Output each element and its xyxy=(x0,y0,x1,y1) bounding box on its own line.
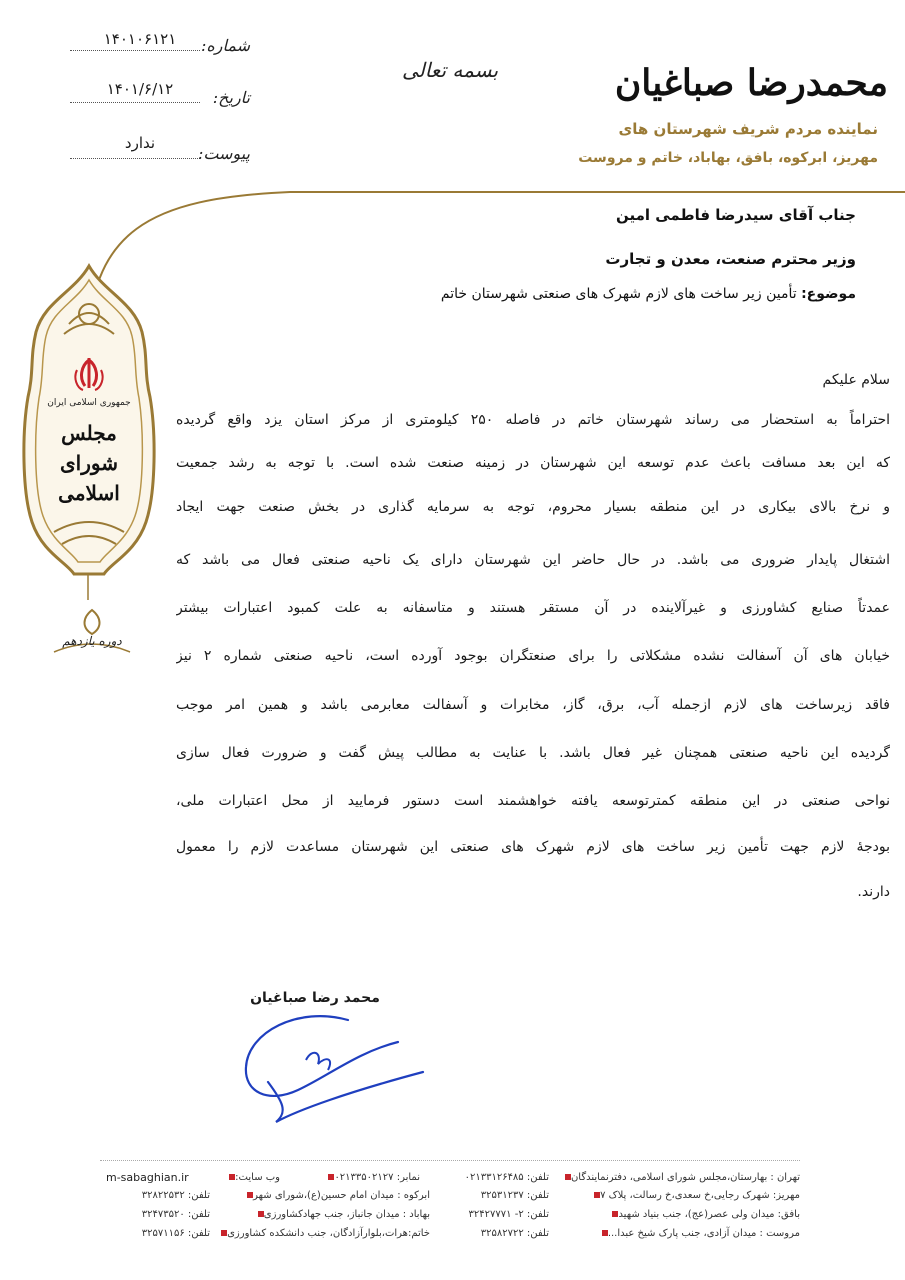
body-line: که این بعد مسافت باعث عدم توسعه این شهرستان در زمینه صنعت شده است. با توجه به رشد جمعیت xyxy=(176,455,890,471)
footer-marvast-phone xyxy=(440,1228,549,1239)
basmala: بسمه تعالی xyxy=(401,58,499,82)
footer-khatam-address xyxy=(220,1228,430,1239)
khatam-address-text: خاتم:هرات،بلوارآزادگان، جنب دانشکده کشاورزی xyxy=(227,1228,430,1239)
footer-divider xyxy=(100,1160,800,1161)
attachment-value: ندارد xyxy=(124,134,156,152)
body-line: نواحی صنعتی در این منطقه کمترتوسعه یافته خواهشمند است دستور فرمایید از محل اعتبارات ملی، xyxy=(176,793,890,809)
greeting: سلام علیکم xyxy=(822,372,890,388)
footer-marvast-address xyxy=(560,1228,800,1239)
abarkuh-phone-text: تلفن: ۳۲۸۲۲۵۳۲ xyxy=(141,1190,210,1201)
footer-mehriz-phone xyxy=(440,1190,549,1201)
tehran-address-text: تهران : بهارستان،مجلس شورای اسلامی، دفترنمایندگان xyxy=(570,1172,800,1183)
letter-date: ۱۴۰۱/۶/۱۲ xyxy=(106,80,174,98)
handwritten-signature xyxy=(228,1012,428,1132)
subject-text: تأمین زیر ساخت های لازم شهرک های صنعتی شهرستان خاتم xyxy=(440,286,797,302)
footer-khatam-phone xyxy=(100,1228,210,1239)
parliament-emblem xyxy=(14,262,164,582)
body-line: عمدتاً صنایع کشاورزی و غیرآلاینده در آن مستقر هستند و متاسفانه به علت کمبود اعتبارات بیشتر xyxy=(176,600,890,616)
marvast-address-text: مروست : میدان آزادی، جنب پارک شیخ عبدا... xyxy=(607,1228,800,1239)
fax-text: نمابر: ۰۲۱۳۳۵۰۲۱۲۷ xyxy=(334,1172,420,1183)
bahabad-address-text: بهاباد : میدان جانباز، جنب جهادکشاورزی xyxy=(263,1209,430,1220)
footer-tehran-address xyxy=(560,1172,800,1183)
letterhead-subtitle-1: نماینده مردم شریف شهرستان های xyxy=(618,120,878,138)
footer-bahabad-phone xyxy=(100,1209,210,1220)
subject xyxy=(300,286,856,302)
body-line: بودجهٔ لازم جهت تأمین زیر ساخت های لازم شهرک های صنعتی این شهرستان مساعدت لازم را معمول xyxy=(176,839,890,855)
body-line: گردیده این ناحیه صنعتی همچنان غیر فعال باشد. با عنایت به مطالب پیش گفت و ضرورت فعال سازی xyxy=(176,745,890,761)
marvast-phone-text: تلفن: ۳۲۵۸۲۷۲۲ xyxy=(480,1228,549,1239)
footer-website[interactable]: m-sabaghian.ir xyxy=(106,1171,189,1184)
body-line: و نرخ بالای بیکاری در این منطقه بسیار محروم، توجه به سرمایه گذاری در بخش صنعت جهت ایجاد xyxy=(176,499,890,515)
bafgh-address-text: بافق: میدان ولی عصر(عج)، جنب بنیاد شهید xyxy=(618,1209,800,1220)
term-ornament xyxy=(44,606,140,666)
footer-fax xyxy=(290,1172,420,1183)
footer-website-label xyxy=(190,1172,280,1183)
website-label: وب سایت: xyxy=(235,1172,280,1183)
body-line: دارند. xyxy=(857,884,890,900)
date-label: تاریخ: xyxy=(212,88,250,107)
footer-bahabad-address xyxy=(220,1209,430,1220)
tehran-phone-text: تلفن: ۰۲۱۳۳۱۲۶۴۸۵ xyxy=(464,1172,549,1183)
footer-abarkuh-phone xyxy=(100,1190,210,1201)
recipient-title: وزیر محترم صنعت، معدن و تجارت xyxy=(605,250,856,268)
body-line: اشتغال پایدار ضروری می باشد. در حال حاضر این شهرستان دارای یک ناحیه صنعتی فعال می باشد که xyxy=(176,552,890,568)
mehriz-phone-text: تلفن: ۳۲۵۳۱۲۳۷ xyxy=(480,1190,549,1201)
footer-mehriz-address xyxy=(560,1190,800,1201)
footer-bafgh-address xyxy=(560,1209,800,1220)
abarkuh-address-text: ابرکوه : میدان امام حسین(ع)،شورای شهر xyxy=(253,1190,430,1201)
body-line: خیابان های آن آسفالت نشده مشکلاتی را برای صنعتگران بوجود آورده است، ناحیه صنعتی شماره ۲ نیز xyxy=(176,648,890,664)
number-label: شماره: xyxy=(200,36,250,55)
body-line: فاقد زیرساخت های لازم ازجمله آب، برق، گاز، مخابرات و آسفالت معابرمی باشد و همین امر موجب xyxy=(176,697,890,713)
letter-number: ۱۴۰۱۰۶۱۲۱ xyxy=(103,30,177,48)
term-text: دوره یازدهم xyxy=(62,634,122,648)
letterhead-subtitle-2: مهریز، ابرکوه، بافق، بهاباد، خاتم و مروست xyxy=(578,150,878,166)
letterhead-name: محمدرضا صباغیان xyxy=(614,62,888,104)
khatam-phone-text: تلفن: ۳۲۵۷۱۱۵۶ xyxy=(141,1228,210,1239)
body-line: احتراماً به استحضار می رساند شهرستان خاتم در فاصله ۲۵۰ کیلومتری از مرکز استان یزد واقع گردیده xyxy=(176,412,890,428)
footer-abarkuh-address xyxy=(220,1190,430,1201)
recipient-name: جناب آقای سیدرضا فاطمی امین xyxy=(615,206,856,224)
footer-tehran-phone xyxy=(424,1172,549,1183)
subject-label: موضوع: xyxy=(801,286,856,302)
bafgh-phone-text: تلفن: ۲- ۳۲۴۲۷۷۷۱ xyxy=(468,1209,549,1220)
footer-bafgh-phone xyxy=(440,1209,549,1220)
bahabad-phone-text: تلفن: ۳۲۴۷۳۵۲۰ xyxy=(141,1209,210,1220)
signatory-name: محمد رضا صباغیان xyxy=(250,990,380,1006)
attachment-label: پیوست: xyxy=(197,144,250,163)
mehriz-address-text: مهریز: شهرک رجایی،خ سعدی،خ رسالت، پلاک ۷ xyxy=(600,1190,800,1201)
emblem-main-text: مجلس شورای اسلامی xyxy=(58,421,120,505)
emblem-top-text: جمهوری اسلامی ایران xyxy=(47,398,131,408)
